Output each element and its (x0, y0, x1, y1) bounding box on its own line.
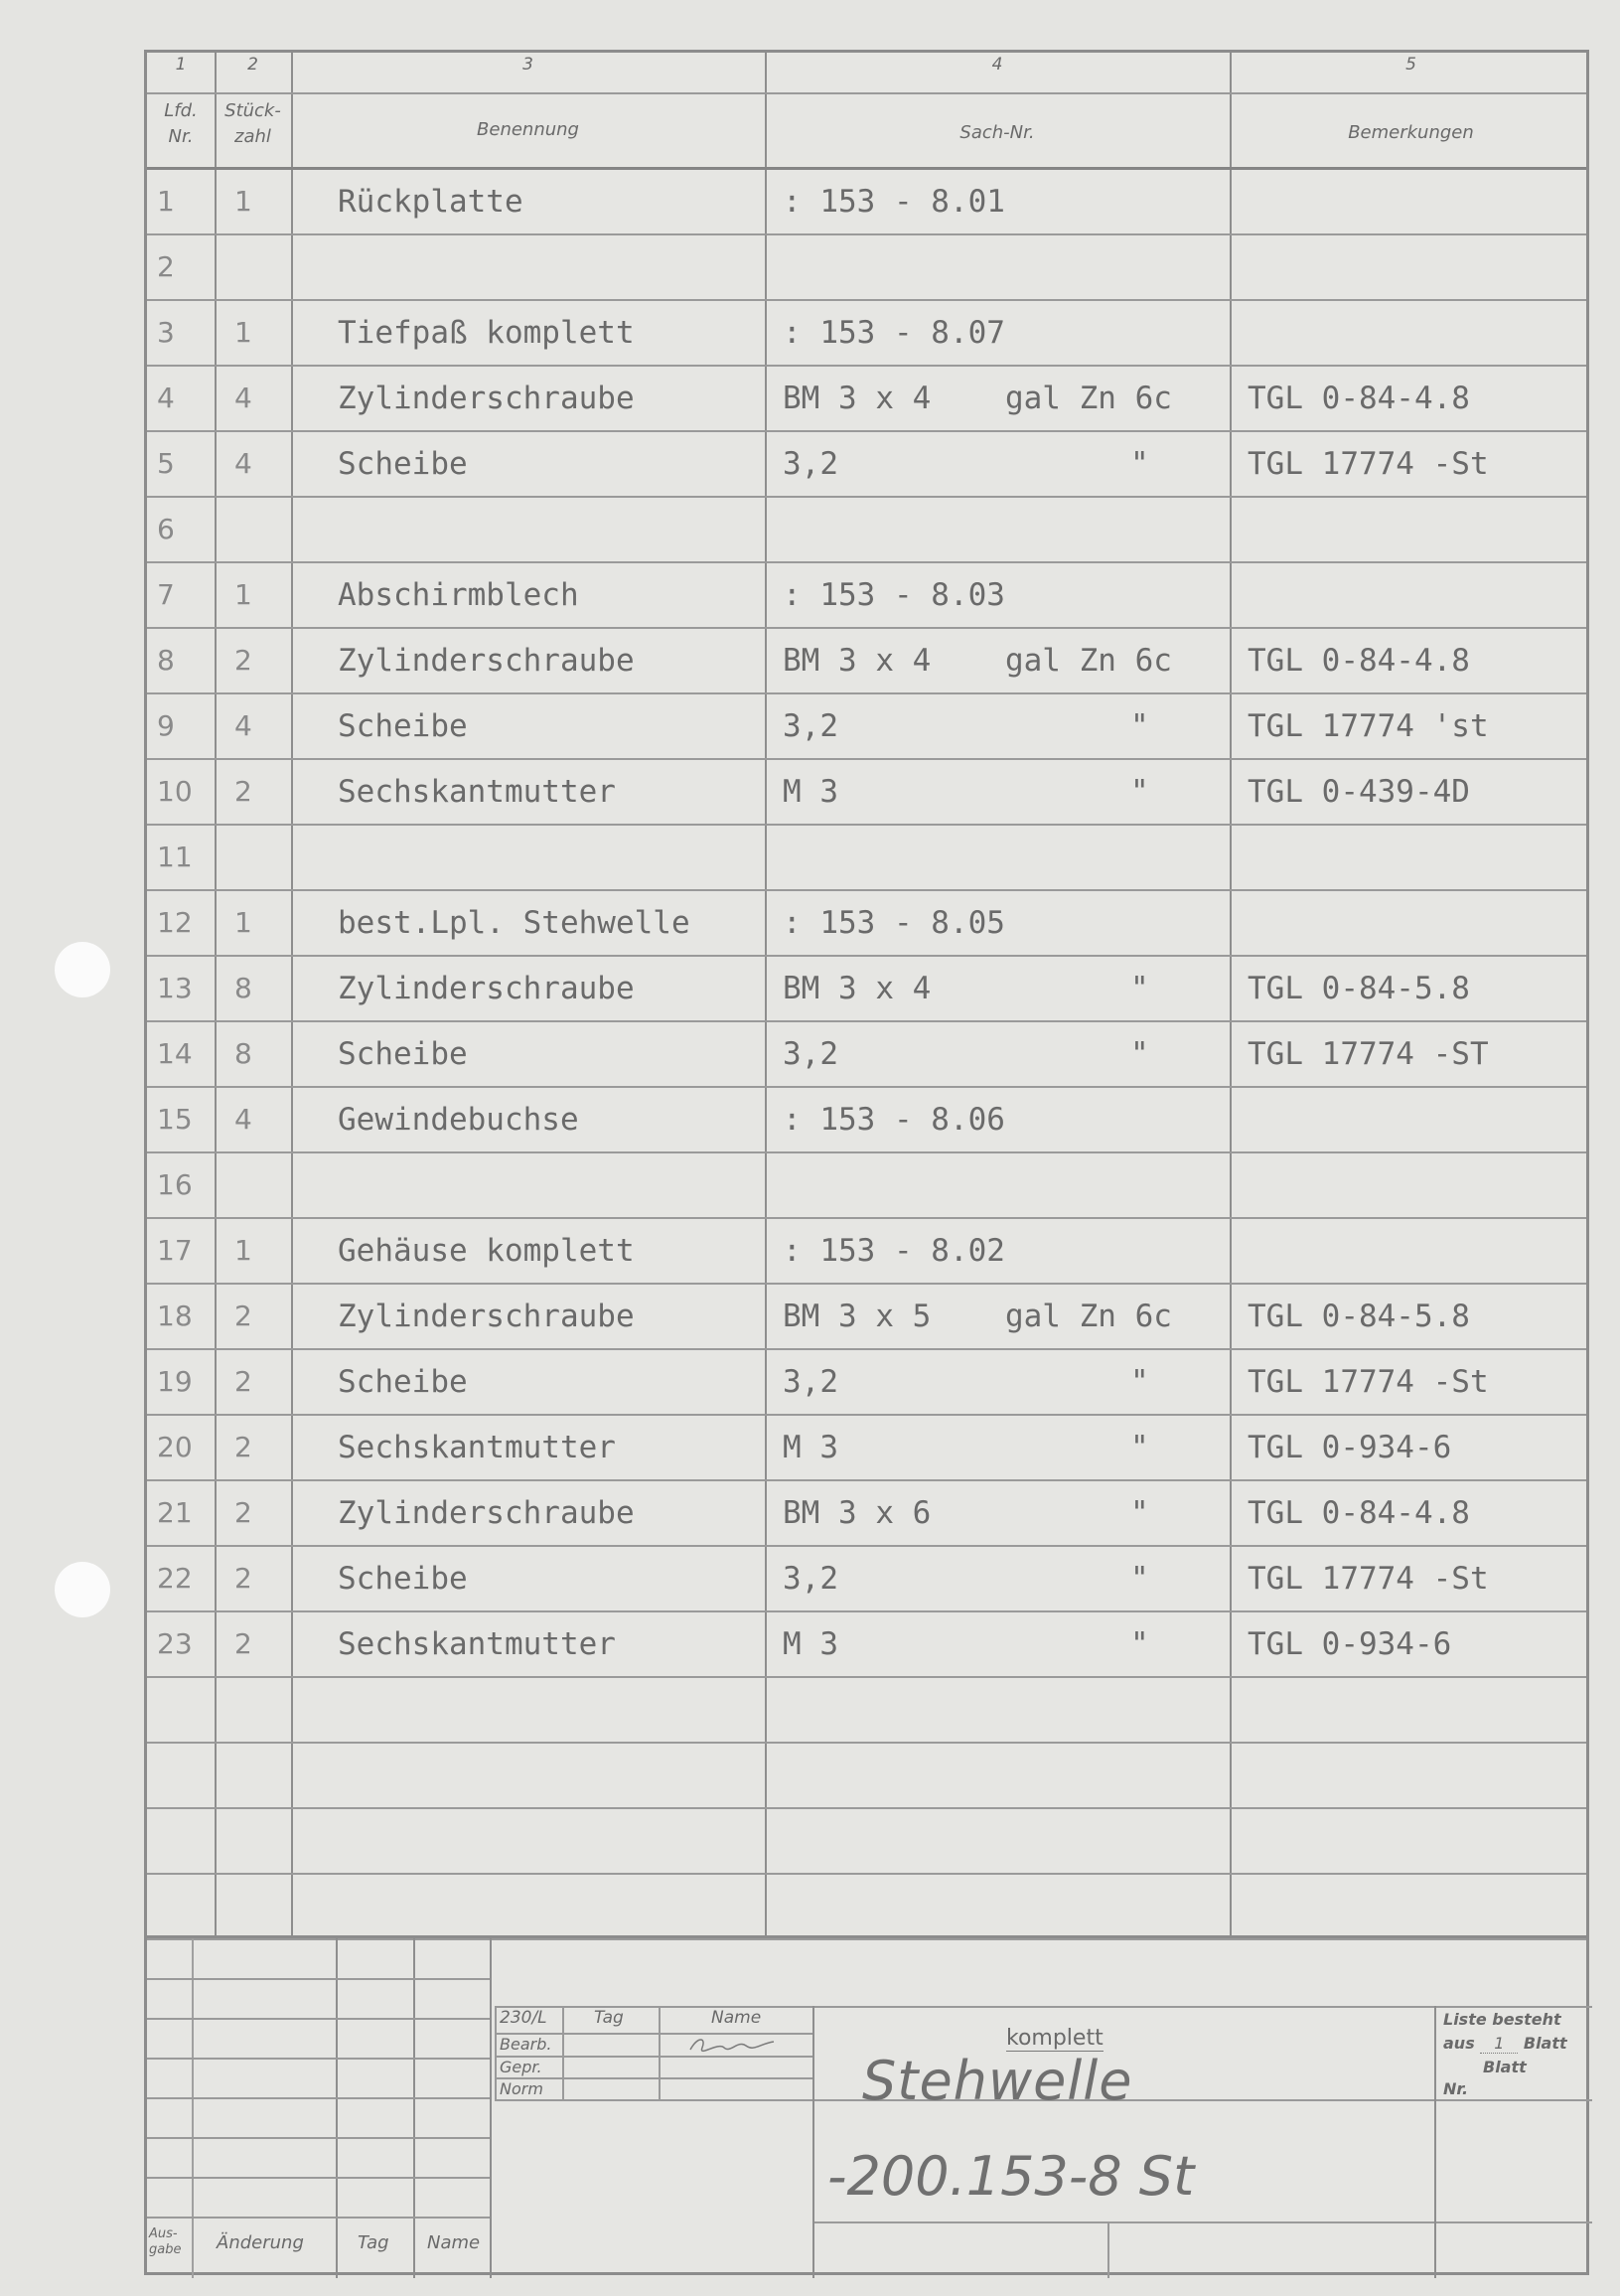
row-part-number: : 153 - 8.02 (783, 1233, 1005, 1269)
row-part-number: BM 3 x 4 (783, 971, 932, 1006)
row-quantity: 2 (234, 1365, 252, 1398)
row-part-number: BM 3 x 5 gal Zn 6c (783, 1299, 1172, 1334)
row-quantity: 1 (234, 906, 252, 939)
table-row (147, 367, 1586, 430)
row-designation: Scheibe (338, 1561, 468, 1597)
table-row (147, 694, 1586, 758)
row-quantity: 4 (234, 709, 252, 742)
header-rule-top (147, 92, 1586, 94)
tb-line-i (1434, 2006, 1436, 2278)
row-quantity (234, 235, 294, 299)
row-quantity (234, 1153, 294, 1217)
tb-row-1 (147, 1978, 490, 1980)
table-row (147, 1219, 1586, 1283)
row-remark: TGL 0-84-5.8 (1248, 971, 1470, 1006)
label-name: Name (427, 2232, 481, 2253)
header-sach-nr: Sach-Nr. (959, 122, 1035, 143)
row-designation: Zylinderschraube (338, 971, 635, 1006)
row-remark: TGL 0-84-4.8 (1248, 643, 1470, 679)
tb-row-6 (147, 2177, 490, 2179)
row-number: 1 (157, 185, 175, 218)
table-row (147, 1153, 1586, 1217)
column-number-3: 3 (522, 55, 533, 75)
empty-row-rule (147, 1742, 1586, 1744)
table-row (147, 498, 1586, 561)
table-row (147, 432, 1586, 496)
row-number: 11 (157, 841, 193, 873)
title-block (147, 1935, 1586, 2278)
row-remark: TGL 17774 'st (1248, 708, 1489, 744)
column-number-1: 1 (175, 55, 187, 75)
row-quantity: 8 (234, 1037, 252, 1070)
row-quantity: 2 (234, 1300, 252, 1332)
row-number: 21 (157, 1496, 193, 1529)
row-designation: Zylinderschraube (338, 1495, 635, 1531)
tb-line-g (659, 2006, 661, 2099)
row-designation: Scheibe (338, 446, 468, 482)
row-part-number: : 153 - 8.03 (783, 577, 1005, 613)
header-lfd-nr: Lfd. Nr. (164, 100, 198, 147)
row-number: 2 (157, 250, 175, 283)
row-quantity: 4 (234, 1103, 252, 1136)
row-designation: Abschirmblech (338, 577, 579, 613)
table-row (147, 826, 1586, 889)
table-row (147, 235, 1586, 299)
row-number: 22 (157, 1562, 193, 1595)
label-bearb: Bearb. (500, 2035, 552, 2054)
tb-line-f (562, 2006, 564, 2099)
row-designation: Sechskantmutter (338, 1430, 616, 1465)
row-designation: Scheibe (338, 1036, 468, 1072)
row-quantity (234, 826, 294, 889)
row-number: 23 (157, 1627, 193, 1660)
row-part-number: 3,2 (783, 1364, 838, 1400)
row-part-number: M 3 (783, 1430, 838, 1465)
row-number: 17 (157, 1234, 193, 1267)
punch-hole-top (55, 942, 110, 997)
empty-row-rule (147, 1873, 1586, 1875)
label-code: 230/L (500, 2008, 547, 2028)
parts-list-sheet (144, 50, 1589, 2275)
row-ditto-mark: " (1130, 1430, 1149, 1465)
header-stueckzahl: Stück- zahl (224, 100, 281, 147)
label-aus-blatt: aus 1 Blatt (1443, 2034, 1567, 2053)
row-number: 7 (157, 578, 175, 611)
label-komplett: komplett (1006, 2026, 1104, 2051)
table-row (147, 1481, 1586, 1545)
label-liste-besteht: Liste besteht (1443, 2010, 1561, 2029)
drawing-number: -200.153-8 St (827, 2145, 1195, 2208)
row-designation: Zylinderschraube (338, 643, 635, 679)
row-remark: TGL 17774 -St (1248, 1364, 1489, 1400)
empty-row-rule (147, 1807, 1586, 1809)
row-part-number (783, 498, 1230, 561)
tb-row-3 (147, 2058, 490, 2060)
row-ditto-mark: " (1130, 708, 1149, 744)
row-quantity (234, 498, 294, 561)
row-part-number (783, 826, 1230, 889)
row-designation: best.Lpl. Stehwelle (338, 905, 690, 941)
label-ausgabe: Aus-gabe (149, 2226, 182, 2257)
label-gepr: Gepr. (500, 2058, 542, 2076)
tb-bottom-line (812, 2221, 1592, 2223)
row-part-number: M 3 (783, 774, 838, 810)
table-row (147, 1088, 1586, 1151)
row-quantity: 2 (234, 1431, 252, 1463)
row-part-number: 3,2 (783, 1036, 838, 1072)
tb-row-2 (147, 2018, 490, 2020)
row-quantity: 1 (234, 578, 252, 611)
row-designation: Scheibe (338, 1364, 468, 1400)
tb-line-a (192, 1938, 194, 2278)
row-number: 8 (157, 644, 175, 677)
row-remark: TGL 0-84-4.8 (1248, 1495, 1470, 1531)
tb-line-j (1107, 2221, 1109, 2278)
row-designation: Gewindebuchse (338, 1102, 579, 1138)
row-number: 5 (157, 447, 175, 480)
tb-line-h (812, 2006, 814, 2278)
row-remark: TGL 17774 -St (1248, 446, 1489, 482)
row-number: 14 (157, 1037, 193, 1070)
row-quantity: 8 (234, 972, 252, 1004)
row-part-number: : 153 - 8.01 (783, 184, 1005, 220)
table-row (147, 1547, 1586, 1610)
row-remark: TGL 0-84-5.8 (1248, 1299, 1470, 1334)
table-row (147, 629, 1586, 692)
table-row (147, 1285, 1586, 1348)
row-designation: Tiefpaß komplett (338, 315, 635, 351)
row-number: 20 (157, 1431, 193, 1463)
row-ditto-mark: " (1130, 774, 1149, 810)
table-row (147, 760, 1586, 824)
row-quantity: 2 (234, 1496, 252, 1529)
row-part-number: BM 3 x 4 gal Zn 6c (783, 381, 1172, 416)
row-number: 18 (157, 1300, 193, 1332)
label-blatt: Blatt (1483, 2058, 1527, 2076)
label-tag-approval: Tag (594, 2008, 624, 2028)
column-number-2: 2 (247, 55, 258, 75)
row-quantity: 1 (234, 316, 252, 349)
row-ditto-mark: " (1130, 446, 1149, 482)
row-ditto-mark: " (1130, 1364, 1149, 1400)
row-number: 12 (157, 906, 193, 939)
column-number-5: 5 (1405, 55, 1416, 75)
row-remark: TGL 17774 -St (1248, 1561, 1489, 1597)
row-remark: TGL 17774 -ST (1248, 1036, 1489, 1072)
label-name-approval: Name (711, 2008, 762, 2028)
label-norm: Norm (500, 2079, 543, 2098)
row-part-number (783, 1153, 1230, 1217)
row-part-number: 3,2 (783, 1561, 838, 1597)
row-number: 13 (157, 972, 193, 1004)
row-remark: TGL 0-84-4.8 (1248, 381, 1470, 416)
row-rule (147, 1676, 1586, 1678)
row-number: 6 (157, 513, 175, 545)
tb-row-7 (147, 2217, 490, 2219)
row-quantity: 4 (234, 447, 252, 480)
tb-line-c (413, 1938, 415, 2278)
signature-image (688, 2034, 778, 2056)
label-nr: Nr. (1443, 2079, 1469, 2098)
row-ditto-mark: " (1130, 971, 1149, 1006)
row-part-number: BM 3 x 6 (783, 1495, 932, 1531)
tb-row-5 (147, 2137, 490, 2139)
table-row (147, 1022, 1586, 1086)
label-tag: Tag (358, 2232, 389, 2253)
row-designation: Sechskantmutter (338, 1626, 616, 1662)
row-part-number: : 153 - 8.06 (783, 1102, 1005, 1138)
row-part-number: : 153 - 8.05 (783, 905, 1005, 941)
row-part-number: 3,2 (783, 446, 838, 482)
row-number: 10 (157, 775, 193, 808)
row-ditto-mark: " (1130, 1626, 1149, 1662)
sheet-count: 1 (1480, 2034, 1518, 2054)
row-ditto-mark: " (1130, 1036, 1149, 1072)
table-row (147, 957, 1586, 1020)
tb-approval-mid2 (495, 2056, 812, 2058)
label-aenderung: Änderung (217, 2232, 304, 2253)
tb-line-e (495, 2006, 497, 2099)
row-designation: Zylinderschraube (338, 381, 635, 416)
column-number-4: 4 (991, 55, 1003, 75)
row-number: 3 (157, 316, 175, 349)
row-part-number: BM 3 x 4 gal Zn 6c (783, 643, 1172, 679)
row-remark: TGL 0-439-4D (1248, 774, 1470, 810)
row-remark: TGL 0-934-6 (1248, 1430, 1452, 1465)
row-number: 4 (157, 382, 175, 414)
row-number: 19 (157, 1365, 193, 1398)
table-row (147, 1612, 1586, 1676)
row-quantity: 1 (234, 1234, 252, 1267)
row-quantity: 2 (234, 775, 252, 808)
row-remark: TGL 0-934-6 (1248, 1626, 1452, 1662)
row-quantity: 2 (234, 644, 252, 677)
row-designation: Scheibe (338, 708, 468, 744)
row-ditto-mark: " (1130, 1561, 1149, 1597)
row-part-number (783, 235, 1230, 299)
row-part-number: : 153 - 8.07 (783, 315, 1005, 351)
table-row (147, 1416, 1586, 1479)
table-row (147, 563, 1586, 627)
row-designation: Gehäuse komplett (338, 1233, 635, 1269)
row-part-number: 3,2 (783, 708, 838, 744)
row-designation: Rückplatte (338, 184, 523, 220)
row-part-number: M 3 (783, 1626, 838, 1662)
tb-line-d (490, 1938, 492, 2278)
row-number: 16 (157, 1168, 193, 1201)
row-quantity: 2 (234, 1562, 252, 1595)
header-benennung: Benennung (477, 119, 579, 140)
table-row (147, 891, 1586, 955)
row-number: 15 (157, 1103, 193, 1136)
tb-row-4 (147, 2097, 490, 2099)
row-quantity: 1 (234, 185, 252, 218)
row-ditto-mark: " (1130, 1495, 1149, 1531)
row-number: 9 (157, 709, 175, 742)
row-designation: Zylinderschraube (338, 1299, 635, 1334)
row-quantity: 4 (234, 382, 252, 414)
table-row (147, 1350, 1586, 1414)
tb-line-b (336, 1938, 338, 2278)
punch-hole-bottom (55, 1562, 110, 1617)
drawing-title: Stehwelle (862, 2050, 1133, 2112)
row-quantity: 2 (234, 1627, 252, 1660)
table-row (147, 170, 1586, 233)
row-designation: Sechskantmutter (338, 774, 616, 810)
table-row (147, 301, 1586, 365)
header-bemerkungen: Bemerkungen (1348, 122, 1474, 143)
